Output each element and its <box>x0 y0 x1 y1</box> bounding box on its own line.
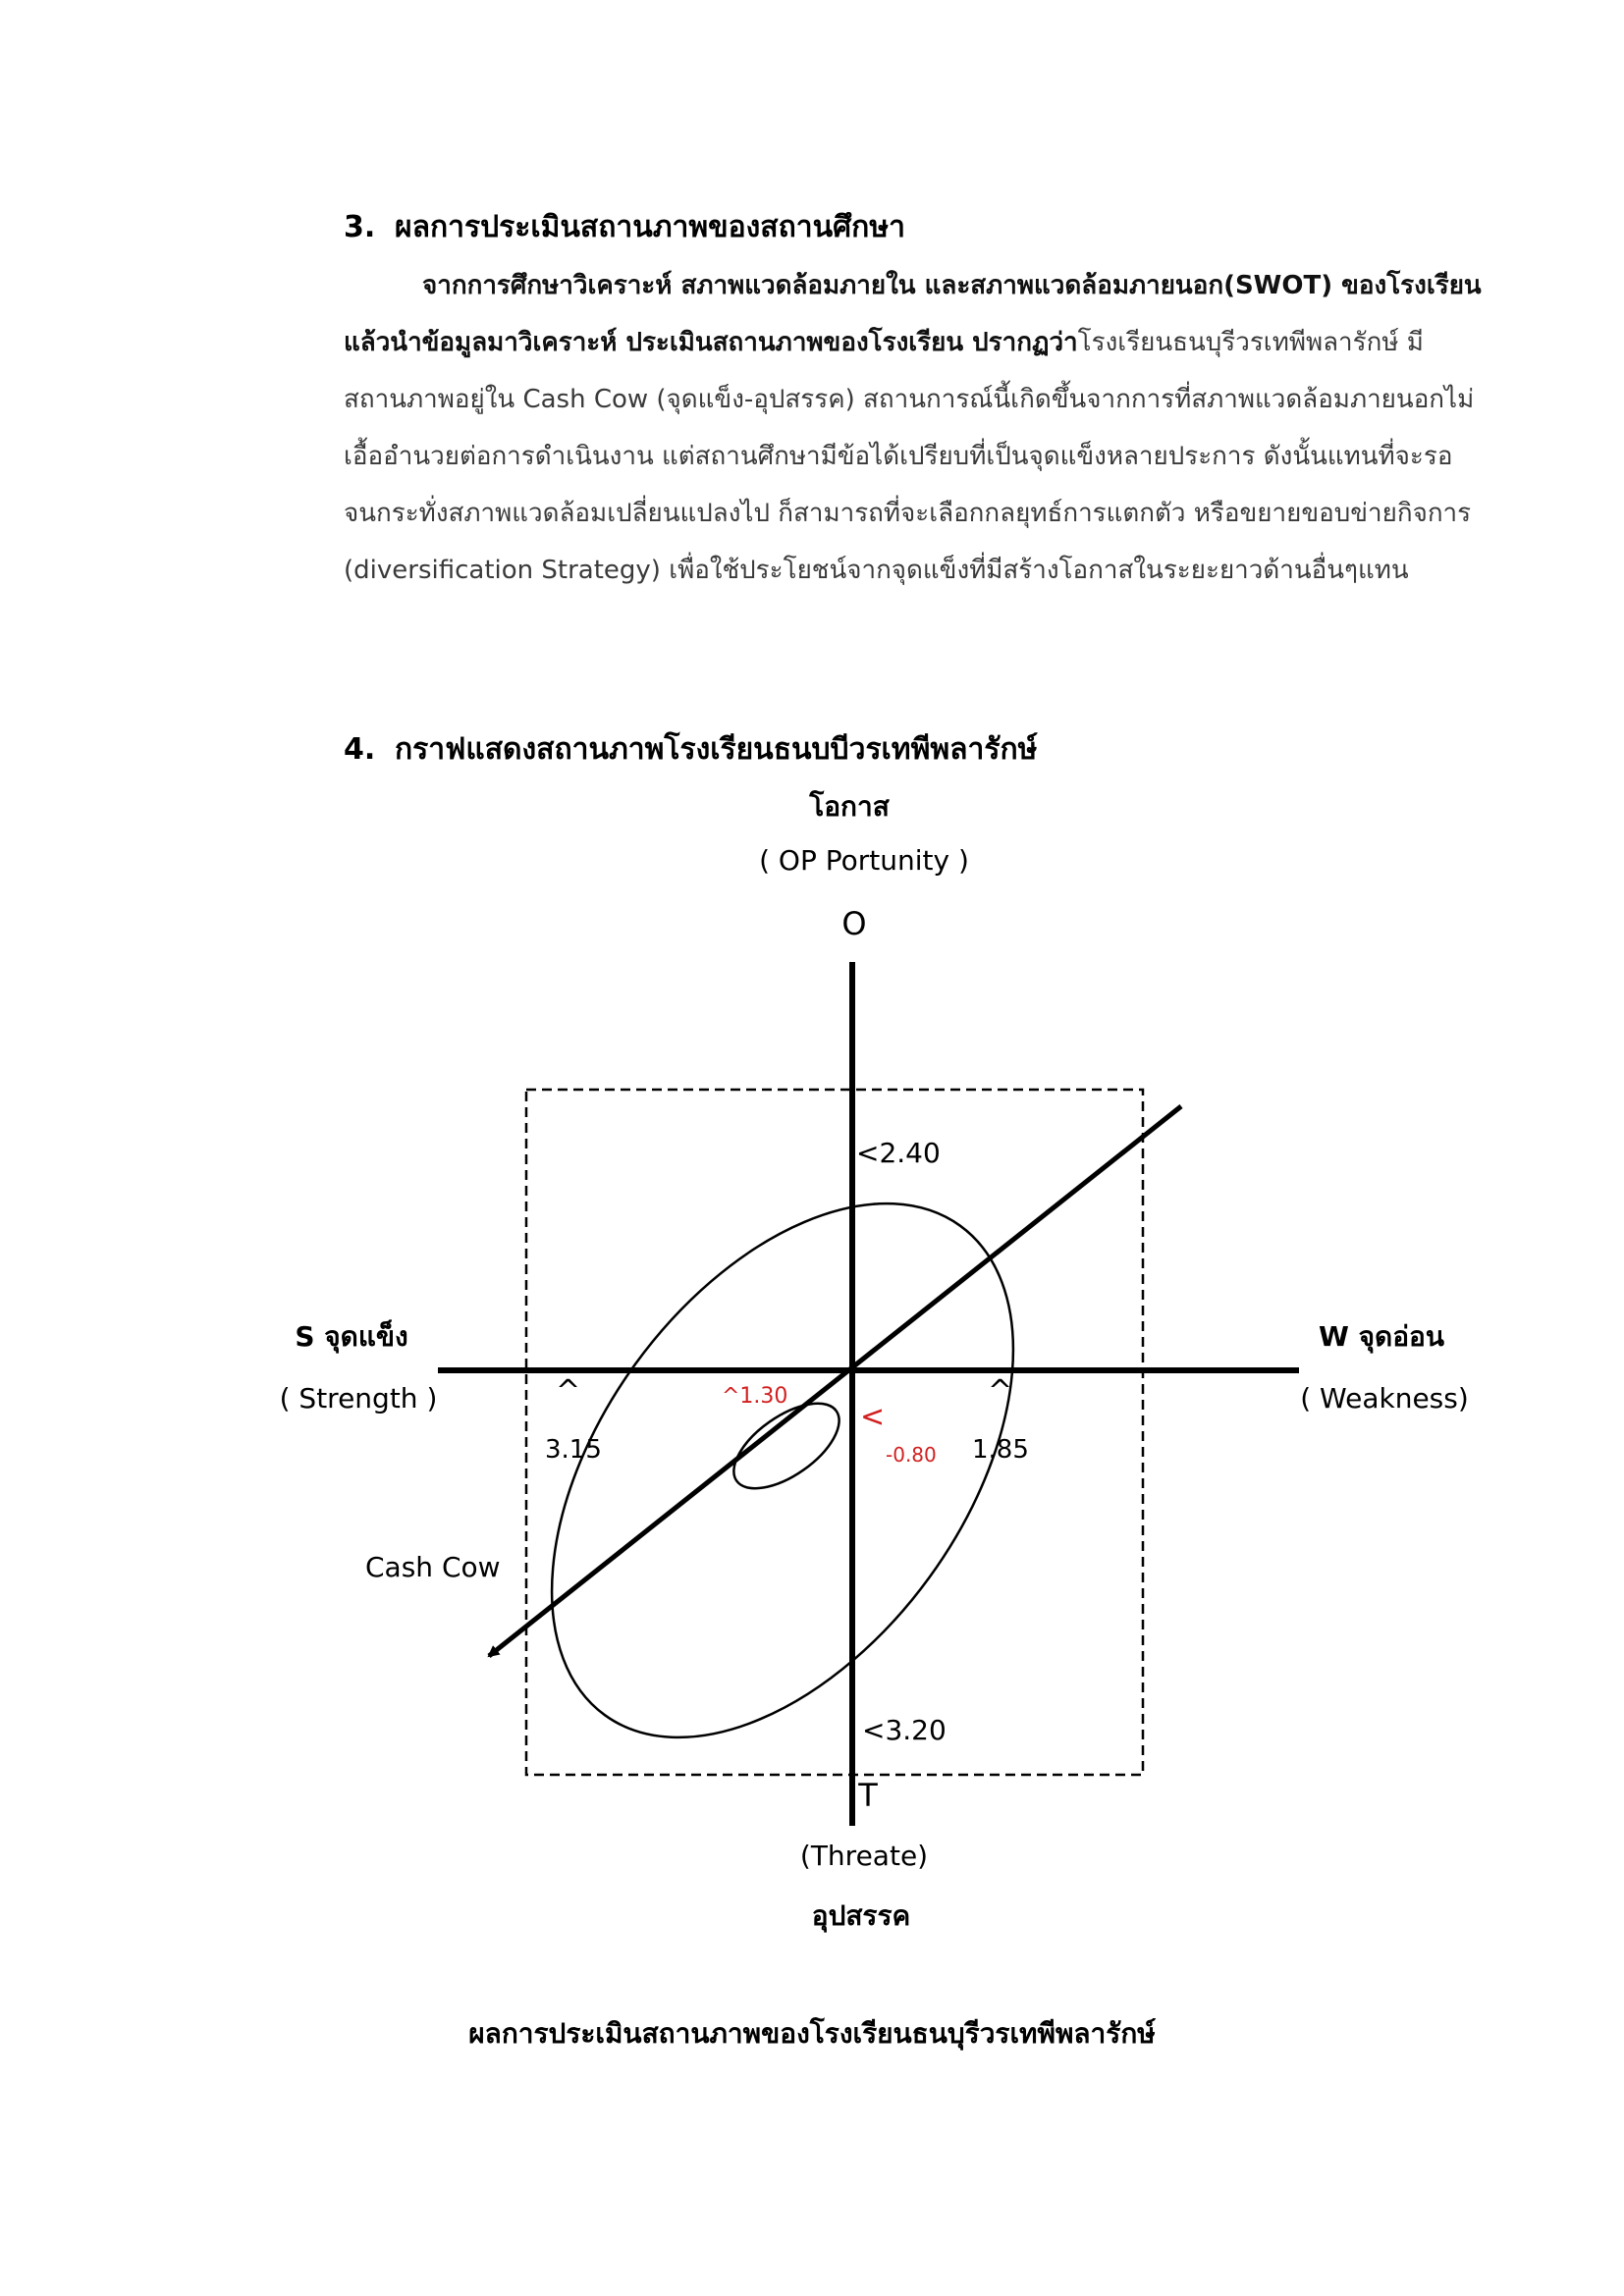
value-weakness: 1.85 <box>972 1435 1029 1465</box>
diagram-caption: ผลการประเมินสถานภาพของโรงเรียนธนบุรีวรเทพีพลารักษ์ <box>468 2017 1156 2050</box>
strength-thai-label: S จุดแข็ง <box>295 1320 408 1353</box>
threat-english-label: (Threate) <box>799 1840 929 1872</box>
value-strength-caret: ^ <box>556 1374 581 1409</box>
section-3-number: 3. <box>344 210 376 244</box>
cash-cow-arrow <box>489 1106 1181 1656</box>
value-weakness-caret: ^ <box>988 1374 1013 1409</box>
threat-thai-label: อุปสรรค <box>811 1899 911 1932</box>
section-3-title: ผลการประเมินสถานภาพของสถานศึกษา <box>395 210 905 244</box>
dashed-frame <box>526 1090 1143 1775</box>
value-inner-weakness-caret: < <box>860 1400 886 1434</box>
opportunity-letter: O <box>841 905 867 942</box>
strength-english-label: ( Strength ) <box>279 1382 438 1415</box>
weakness-thai-label: W จุดอ่อน <box>1319 1320 1444 1353</box>
value-inner-strength: ^1.30 <box>722 1384 788 1409</box>
paragraph-bold-text: จากการศึกษาวิเคราะห์ สภาพแวดล้อมภายใน และสภาพแวดล้อมภายนอก(SWOT) ของโรงเรียน แล้วนำข้อมูลมาวิเคราะห์ ประเมินสถานภาพของโรงเรียน ปรากฏว่า <box>344 271 1482 357</box>
value-threat: <3.20 <box>862 1714 947 1746</box>
cash-cow-label: Cash Cow <box>365 1551 501 1583</box>
section-4-title: กราฟแสดงสถานภาพโรงเรียนธนบบีวรเทพีพลารักษ์ <box>395 732 1038 767</box>
section-4-number: 4. <box>344 732 376 767</box>
paragraph-normal-text: โรงเรียนธนบุรีวรเทพีพลารักษ์ มีสถานภาพอยู่ใน Cash Cow (จุดแข็ง-อุปสรรค) สถานการณ์นี้เกิดขึ้นจากการที่สภาพแวดล้อมภายนอกไม่เอื้ออำนวยต่อการดำเนินงาน แต่สถานศึกษามีข้อได้เปรียบที่เป็นจุดแข็งหลายประการ ดังนั้นแทนที่จะรอจนกระทั่งสภาพแวดล้อมเปลี่ยนแปลงไป ก็สามารถที่จะเลือกกลยุทธ์การแตกตัว หรือขยายขอบข่ายกิจการ (diversification Strategy) เพื่อใช้ประโยชน์จากจุดแข็งที่มีสร้างโอกาสในระยะยาวด้านอื่นๆแทน <box>344 328 1475 585</box>
threat-letter: T <box>858 1777 878 1814</box>
outer-ellipse <box>458 1119 1107 1822</box>
value-strength: 3.15 <box>545 1435 602 1465</box>
value-opportunity: <2.40 <box>856 1137 941 1169</box>
value-inner-weakness: -0.80 <box>886 1443 937 1467</box>
opportunity-english-label: ( OP Portunity ) <box>759 844 969 877</box>
weakness-english-label: ( Weakness) <box>1300 1382 1469 1415</box>
opportunity-thai-label: โอกาส <box>809 790 890 823</box>
